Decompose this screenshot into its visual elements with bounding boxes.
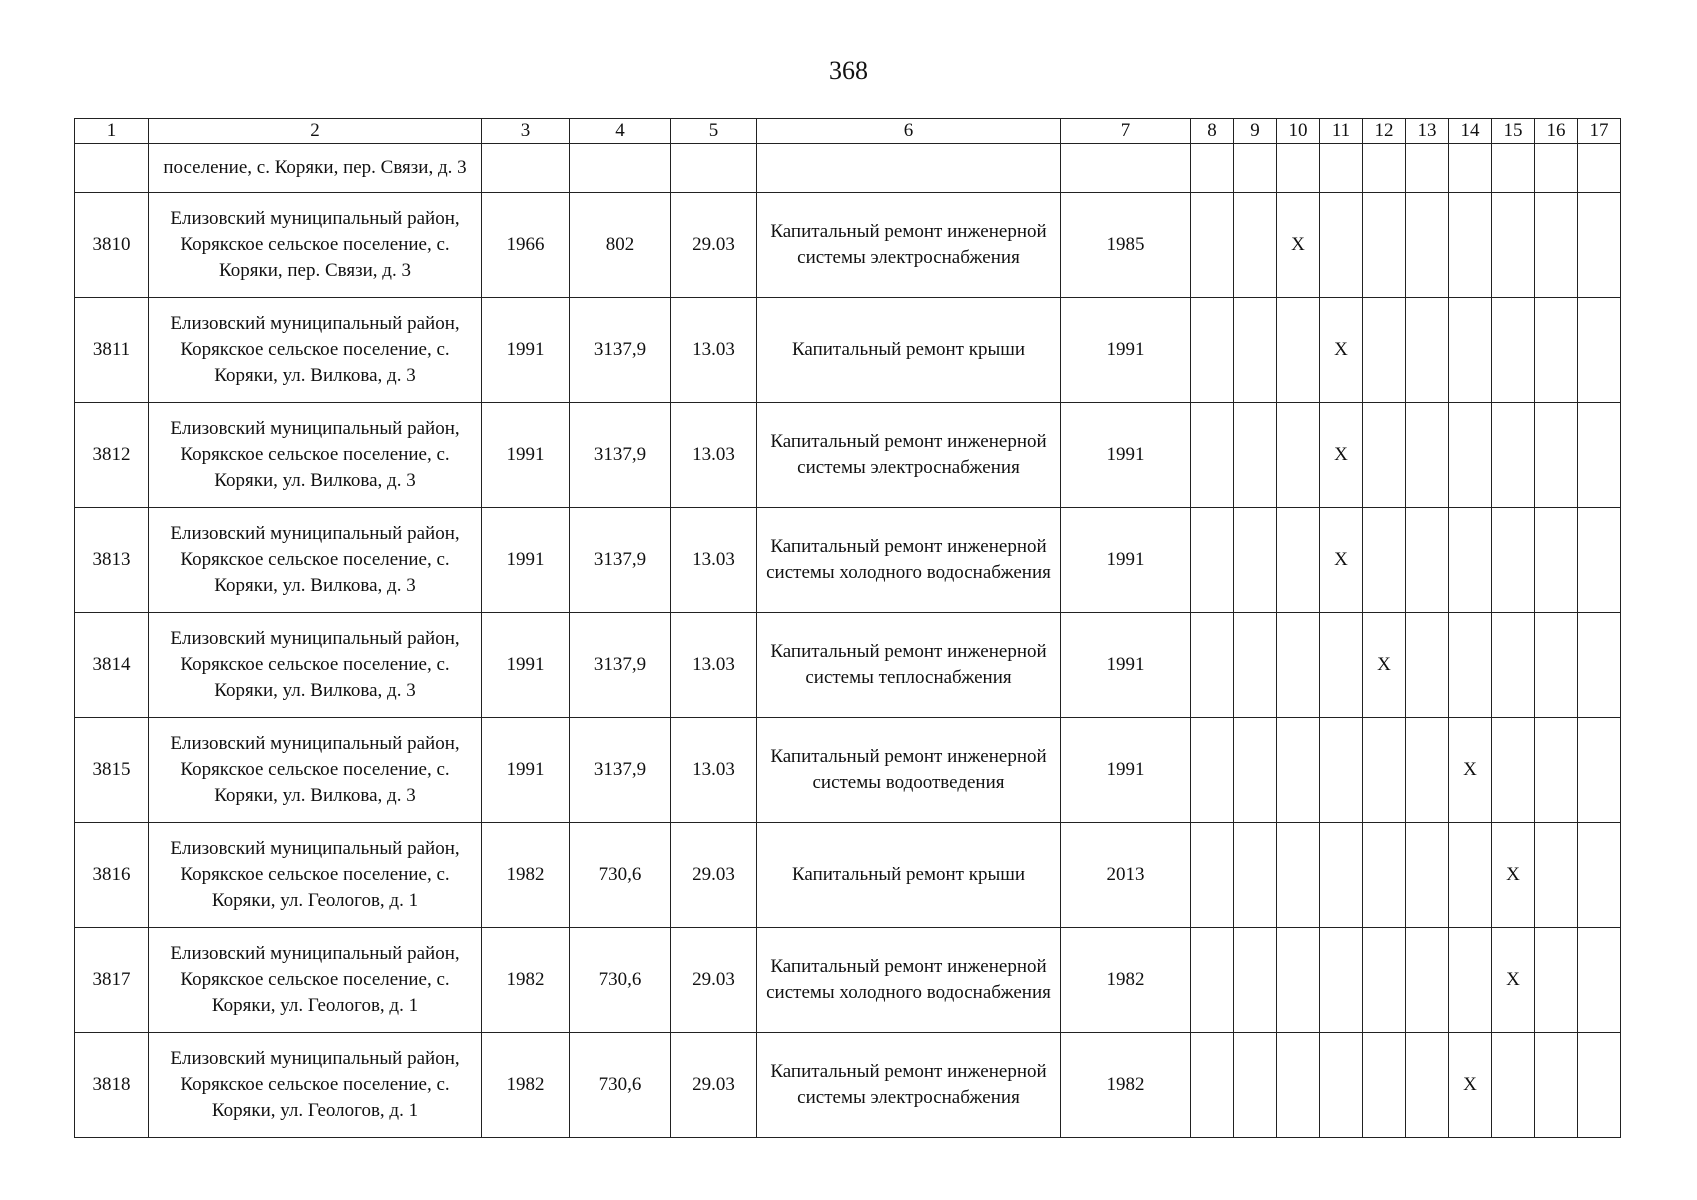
area-cell: 3137,9: [570, 403, 671, 508]
id-cell: 3815: [75, 718, 149, 823]
mark-cell: [1492, 1033, 1535, 1138]
address-cell: Елизовский муниципальный район, Корякское сельское поселение, с. Коряки, ул. Геологов, д. 1: [149, 1033, 482, 1138]
mark-cell: [1191, 298, 1234, 403]
mark-cell: [1578, 508, 1621, 613]
mark-cell: [1191, 193, 1234, 298]
year-built-cell: 1991: [482, 613, 570, 718]
id-cell: 3811: [75, 298, 149, 403]
mark-cell: [1277, 1033, 1320, 1138]
area-cell: 730,6: [570, 823, 671, 928]
last-repair-cell: [1061, 144, 1191, 193]
mark-cell: [1449, 823, 1492, 928]
table-row: [75, 193, 1621, 298]
work-cell: Капитальный ремонт инженерной системы электроснабжения: [757, 1033, 1061, 1138]
work-cell: Капитальный ремонт инженерной системы теплоснабжения: [757, 613, 1061, 718]
address-cell: Елизовский муниципальный район, Корякское сельское поселение, с. Коряки, ул. Вилкова, д. 3: [149, 718, 482, 823]
work-cell: Капитальный ремонт крыши: [757, 823, 1061, 928]
address-cell: Елизовский муниципальный район, Корякское сельское поселение, с. Коряки, ул. Вилкова, д. 3: [149, 298, 482, 403]
mark-cell: [1406, 403, 1449, 508]
table-row: [75, 298, 1621, 403]
work-cell: Капитальный ремонт инженерной системы холодного водоснабжения: [757, 508, 1061, 613]
mark-cell: [1320, 718, 1363, 823]
year-built-cell: 1991: [482, 718, 570, 823]
mark-cell: [1363, 298, 1406, 403]
mark-cell: [1234, 193, 1277, 298]
mark-cell: X: [1320, 298, 1363, 403]
id-cell: 3817: [75, 928, 149, 1033]
mark-cell: [1578, 403, 1621, 508]
table-row: [75, 1033, 1621, 1138]
mark-cell: [1191, 823, 1234, 928]
mark-cell: [1578, 144, 1621, 193]
table-row: [75, 718, 1621, 823]
year-built-cell: 1982: [482, 823, 570, 928]
mark-cell: X: [1492, 823, 1535, 928]
mark-cell: [1449, 298, 1492, 403]
year-built-cell: 1966: [482, 193, 570, 298]
area-cell: 730,6: [570, 928, 671, 1033]
mark-cell: [1234, 508, 1277, 613]
column-header: 1: [75, 119, 149, 144]
table-row: [75, 403, 1621, 508]
mark-cell: [1363, 718, 1406, 823]
address-cell: Елизовский муниципальный район, Корякское сельское поселение, с. Коряки, пер. Связи, д. 3: [149, 193, 482, 298]
mark-cell: [1406, 508, 1449, 613]
mark-cell: [1578, 823, 1621, 928]
mark-cell: [1234, 144, 1277, 193]
column-header: 9: [1234, 119, 1277, 144]
column-header: 14: [1449, 119, 1492, 144]
column-header: 2: [149, 119, 482, 144]
mark-cell: [1578, 1033, 1621, 1138]
table-row: [75, 508, 1621, 613]
mark-cell: [1535, 1033, 1578, 1138]
page-number: 368: [829, 56, 868, 85]
mark-cell: [1449, 193, 1492, 298]
mark-cell: [1191, 1033, 1234, 1138]
work-cell: Капитальный ремонт инженерной системы холодного водоснабжения: [757, 928, 1061, 1033]
mark-cell: [1363, 928, 1406, 1033]
mark-cell: X: [1449, 1033, 1492, 1138]
mark-cell: [1277, 144, 1320, 193]
last-repair-cell: 1982: [1061, 1033, 1191, 1138]
id-cell: 3816: [75, 823, 149, 928]
mark-cell: [1492, 718, 1535, 823]
code-cell: 29.03: [671, 193, 757, 298]
mark-cell: [1492, 193, 1535, 298]
mark-cell: [1449, 144, 1492, 193]
mark-cell: [1406, 144, 1449, 193]
year-built-cell: 1991: [482, 403, 570, 508]
mark-cell: [1535, 613, 1578, 718]
work-cell: Капитальный ремонт инженерной системы электроснабжения: [757, 403, 1061, 508]
year-built-cell: 1991: [482, 508, 570, 613]
table-body: [75, 119, 1621, 1138]
column-header: 6: [757, 119, 1061, 144]
id-cell: 3814: [75, 613, 149, 718]
id-cell: [75, 144, 149, 193]
mark-cell: [1277, 718, 1320, 823]
area-cell: 730,6: [570, 1033, 671, 1138]
mark-cell: X: [1320, 508, 1363, 613]
mark-cell: [1320, 193, 1363, 298]
mark-cell: [1492, 508, 1535, 613]
mark-cell: [1449, 613, 1492, 718]
mark-cell: [1320, 613, 1363, 718]
year-built-cell: 1982: [482, 1033, 570, 1138]
continuation-row: [75, 144, 1621, 193]
mark-cell: [1492, 144, 1535, 193]
mark-cell: [1406, 193, 1449, 298]
mark-cell: [1363, 403, 1406, 508]
area-cell: 802: [570, 193, 671, 298]
last-repair-cell: 1991: [1061, 403, 1191, 508]
code-cell: 13.03: [671, 508, 757, 613]
last-repair-cell: 1991: [1061, 613, 1191, 718]
mark-cell: [1277, 928, 1320, 1033]
mark-cell: [1578, 718, 1621, 823]
column-header: 12: [1363, 119, 1406, 144]
mark-cell: X: [1363, 613, 1406, 718]
last-repair-cell: 1991: [1061, 298, 1191, 403]
mark-cell: [1535, 193, 1578, 298]
mark-cell: [1277, 613, 1320, 718]
last-repair-cell: 1991: [1061, 508, 1191, 613]
code-cell: 13.03: [671, 298, 757, 403]
work-cell: Капитальный ремонт крыши: [757, 298, 1061, 403]
code-cell: 13.03: [671, 403, 757, 508]
code-cell: 29.03: [671, 1033, 757, 1138]
column-header: 3: [482, 119, 570, 144]
code-cell: 29.03: [671, 928, 757, 1033]
mark-cell: [1234, 718, 1277, 823]
year-built-cell: 1991: [482, 298, 570, 403]
mark-cell: [1578, 928, 1621, 1033]
mark-cell: [1535, 823, 1578, 928]
mark-cell: [1406, 613, 1449, 718]
mark-cell: [1320, 144, 1363, 193]
mark-cell: [1535, 718, 1578, 823]
id-cell: 3818: [75, 1033, 149, 1138]
mark-cell: [1449, 403, 1492, 508]
mark-cell: [1277, 508, 1320, 613]
column-number-row: [75, 119, 1621, 144]
mark-cell: [1191, 718, 1234, 823]
mark-cell: X: [1320, 403, 1363, 508]
mark-cell: [1406, 823, 1449, 928]
mark-cell: X: [1277, 193, 1320, 298]
column-header: 4: [570, 119, 671, 144]
code-cell: 13.03: [671, 718, 757, 823]
mark-cell: [1363, 193, 1406, 298]
mark-cell: [1320, 928, 1363, 1033]
column-header: 5: [671, 119, 757, 144]
mark-cell: [1320, 1033, 1363, 1138]
mark-cell: [1363, 1033, 1406, 1138]
area-cell: 3137,9: [570, 508, 671, 613]
last-repair-cell: 1991: [1061, 718, 1191, 823]
mark-cell: [1578, 613, 1621, 718]
mark-cell: [1277, 823, 1320, 928]
mark-cell: [1191, 928, 1234, 1033]
code-cell: 13.03: [671, 613, 757, 718]
mark-cell: [1406, 928, 1449, 1033]
mark-cell: [1320, 823, 1363, 928]
mark-cell: [1191, 144, 1234, 193]
mark-cell: [1492, 298, 1535, 403]
table-row: [75, 823, 1621, 928]
mark-cell: [1535, 298, 1578, 403]
mark-cell: [1363, 508, 1406, 613]
column-header: 15: [1492, 119, 1535, 144]
mark-cell: [1277, 298, 1320, 403]
mark-cell: [1535, 508, 1578, 613]
mark-cell: [1449, 508, 1492, 613]
area-cell: 3137,9: [570, 298, 671, 403]
work-cell: [757, 144, 1061, 193]
area-cell: 3137,9: [570, 613, 671, 718]
address-cell: Елизовский муниципальный район, Корякское сельское поселение, с. Коряки, ул. Вилкова, д. 3: [149, 508, 482, 613]
mark-cell: [1234, 1033, 1277, 1138]
work-cell: Капитальный ремонт инженерной системы электроснабжения: [757, 193, 1061, 298]
mark-cell: [1234, 298, 1277, 403]
area-cell: [570, 144, 671, 193]
column-header: 17: [1578, 119, 1621, 144]
mark-cell: [1234, 403, 1277, 508]
last-repair-cell: 2013: [1061, 823, 1191, 928]
code-cell: [671, 144, 757, 193]
address-cell: Елизовский муниципальный район, Корякское сельское поселение, с. Коряки, ул. Геологов, д. 1: [149, 823, 482, 928]
mark-cell: [1535, 144, 1578, 193]
mark-cell: [1406, 1033, 1449, 1138]
mark-cell: [1363, 144, 1406, 193]
column-header: 7: [1061, 119, 1191, 144]
column-header: 13: [1406, 119, 1449, 144]
table-row: [75, 928, 1621, 1033]
column-header: 16: [1535, 119, 1578, 144]
column-header: 10: [1277, 119, 1320, 144]
mark-cell: [1191, 508, 1234, 613]
column-header: 11: [1320, 119, 1363, 144]
last-repair-cell: 1982: [1061, 928, 1191, 1033]
mark-cell: [1191, 403, 1234, 508]
mark-cell: [1578, 193, 1621, 298]
address-cell: поселение, с. Коряки, пер. Связи, д. 3: [149, 144, 482, 193]
address-cell: Елизовский муниципальный район, Корякское сельское поселение, с. Коряки, ул. Вилкова, д. 3: [149, 613, 482, 718]
mark-cell: [1234, 613, 1277, 718]
mark-cell: [1406, 718, 1449, 823]
mark-cell: [1234, 823, 1277, 928]
mark-cell: [1277, 403, 1320, 508]
mark-cell: [1492, 403, 1535, 508]
mark-cell: [1535, 403, 1578, 508]
registry-table: [74, 118, 1621, 1138]
address-cell: Елизовский муниципальный район, Корякское сельское поселение, с. Коряки, ул. Геологов, д. 1: [149, 928, 482, 1033]
mark-cell: [1535, 928, 1578, 1033]
code-cell: 29.03: [671, 823, 757, 928]
year-built-cell: 1982: [482, 928, 570, 1033]
id-cell: 3813: [75, 508, 149, 613]
id-cell: 3810: [75, 193, 149, 298]
work-cell: Капитальный ремонт инженерной системы водоотведения: [757, 718, 1061, 823]
area-cell: 3137,9: [570, 718, 671, 823]
column-header: 8: [1191, 119, 1234, 144]
address-cell: Елизовский муниципальный район, Корякское сельское поселение, с. Коряки, ул. Вилкова, д. 3: [149, 403, 482, 508]
year-built-cell: [482, 144, 570, 193]
last-repair-cell: 1985: [1061, 193, 1191, 298]
mark-cell: X: [1492, 928, 1535, 1033]
id-cell: 3812: [75, 403, 149, 508]
mark-cell: [1449, 928, 1492, 1033]
mark-cell: [1363, 823, 1406, 928]
mark-cell: [1234, 928, 1277, 1033]
mark-cell: [1191, 613, 1234, 718]
mark-cell: [1406, 298, 1449, 403]
table-row: [75, 613, 1621, 718]
mark-cell: [1492, 613, 1535, 718]
mark-cell: X: [1449, 718, 1492, 823]
mark-cell: [1578, 298, 1621, 403]
